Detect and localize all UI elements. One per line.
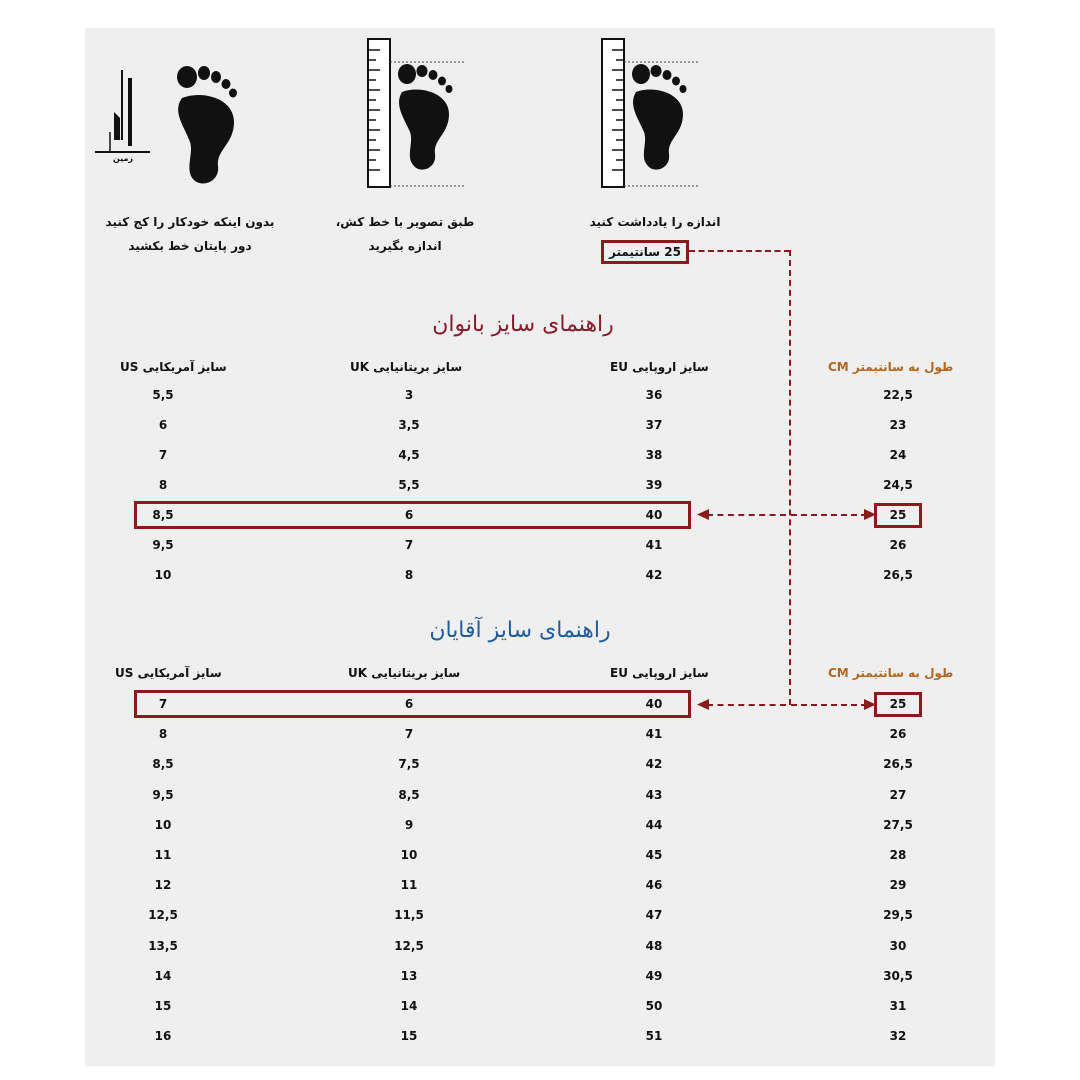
women-section-title: راهنمای سایز بانوان	[432, 312, 614, 337]
men-section-title: راهنمای سایز آقایان	[429, 618, 611, 643]
ruler-measure-illustration	[600, 38, 700, 190]
men-cell-eu: 49	[645, 968, 663, 983]
men-cell-uk: 12,5	[394, 938, 424, 953]
ruler-footprint-illustration	[366, 38, 466, 190]
men-cell-uk: 7	[404, 727, 414, 742]
step-2-line-2: اندازه بگیرید	[368, 239, 442, 253]
men-header-uk: سایز بریتانیایی UK	[348, 666, 461, 680]
women-header-eu: سایز اروپایی EU	[610, 360, 709, 374]
men-cell-uk: 11,5	[394, 908, 424, 923]
men-cell-cm: 29	[889, 878, 907, 893]
women-connector-left	[707, 514, 786, 516]
men-cell-uk: 6	[404, 697, 414, 711]
women-cell-us: 6	[158, 418, 168, 432]
men-cell-us: 15	[154, 999, 172, 1013]
women-cell-cm: 22,5	[883, 388, 913, 402]
men-cell-us: 16	[154, 1029, 172, 1044]
men-cell-eu: 47	[645, 908, 663, 923]
women-cell-eu: 42	[645, 568, 663, 582]
ground-label: زمین	[113, 154, 134, 163]
men-cell-uk: 7,5	[398, 757, 420, 772]
women-cell-cm: 26	[889, 538, 907, 552]
connector-top-horizontal	[689, 250, 790, 252]
men-cell-cm: 30,5	[883, 968, 913, 983]
men-cell-us: 8	[158, 727, 168, 742]
men-cell-eu: 48	[645, 938, 663, 953]
women-cell-eu: 36	[645, 388, 663, 402]
women-cell-us: 8	[158, 478, 168, 492]
men-header-us: سایز آمریکایی US	[115, 666, 222, 680]
step-3-line-1: اندازه را یادداشت کنید	[589, 215, 721, 229]
men-cell-uk: 11	[400, 878, 418, 893]
men-header-cm	[828, 666, 953, 680]
women-cell-uk: 7	[404, 538, 414, 552]
step-2-line-1: طبق تصویر با خط کش،	[335, 215, 475, 229]
women-cell-us: 10	[154, 568, 172, 582]
women-cell-uk: 3	[404, 388, 414, 402]
women-arrow-left	[697, 509, 709, 520]
women-cell-eu: 39	[645, 478, 663, 492]
connector-vertical	[789, 250, 791, 705]
women-connector-right	[791, 514, 867, 516]
women-cell-us: 8,5	[152, 508, 174, 522]
women-cell-us: 7	[158, 448, 168, 462]
women-cell-eu: 40	[645, 508, 663, 522]
men-arrow-right	[864, 699, 876, 710]
men-cell-us: 12	[154, 878, 172, 893]
women-cell-cm: 26,5	[883, 568, 913, 582]
men-cell-eu: 46	[645, 878, 663, 893]
women-cell-cm: 24,5	[883, 478, 913, 492]
footprint-icon	[172, 62, 240, 190]
women-cell-us: 9,5	[152, 538, 174, 552]
men-cell-us: 9,5	[152, 787, 174, 802]
men-cell-uk: 14	[400, 999, 418, 1013]
step-2-caption	[315, 210, 495, 258]
men-arrow-left	[697, 699, 709, 710]
women-cell-cm: 24	[889, 448, 907, 462]
women-cell-cm: 25	[889, 508, 907, 522]
men-cell-cm: 26	[889, 727, 907, 742]
women-cell-eu: 41	[645, 538, 663, 552]
measured-value: 25 سانتیمتر	[609, 245, 681, 259]
men-cell-cm: 32	[889, 1029, 907, 1044]
women-header-uk: سایز بریتانیایی UK	[350, 360, 463, 374]
men-cell-us: 12,5	[148, 908, 178, 923]
men-connector-left	[707, 704, 786, 706]
men-connector-right	[791, 704, 867, 706]
men-cell-us: 8,5	[152, 757, 174, 772]
men-cell-us: 10	[154, 817, 172, 832]
women-cell-uk: 8	[404, 568, 414, 582]
women-cell-eu: 38	[645, 448, 663, 462]
men-header-eu: سایز اروپایی EU	[610, 666, 709, 680]
men-cell-cm: 27	[889, 787, 907, 802]
men-header-cm-text: طول به سانتیمتر CM	[828, 666, 954, 680]
women-cell-uk: 3,5	[398, 418, 420, 432]
men-cell-us: 14	[154, 968, 172, 983]
men-cell-uk: 10	[400, 848, 418, 862]
women-cell-uk: 5,5	[398, 478, 420, 492]
men-cell-eu: 45	[645, 848, 663, 862]
men-cell-cm: 29,5	[883, 908, 913, 923]
women-header-cm	[828, 360, 953, 374]
men-cell-eu: 50	[645, 999, 663, 1013]
men-cell-uk: 15	[400, 1029, 418, 1044]
men-cell-eu: 43	[645, 787, 663, 802]
step-1-caption	[90, 210, 290, 258]
women-arrow-right	[864, 509, 876, 520]
women-cell-us: 5,5	[152, 388, 174, 402]
women-cell-uk: 6	[404, 508, 414, 522]
women-cell-uk: 4,5	[398, 448, 420, 462]
step-1-line-1: بدون اینکه خودکار را کج کنید	[105, 215, 275, 229]
step-1-line-2: دور پایتان خط بکشید	[128, 239, 252, 253]
men-cell-eu: 44	[645, 817, 663, 832]
step-3-caption	[560, 210, 750, 234]
men-cell-eu: 51	[645, 1029, 663, 1044]
men-cell-uk: 9	[404, 817, 414, 832]
men-cell-eu: 42	[645, 757, 663, 772]
men-cell-cm: 30	[889, 938, 907, 953]
men-cell-eu: 41	[645, 727, 663, 742]
men-cell-us: 7	[158, 697, 168, 711]
men-cell-cm: 31	[889, 999, 907, 1013]
men-cell-us: 13,5	[148, 938, 178, 953]
women-cell-cm: 23	[889, 418, 907, 432]
men-cell-cm: 27,5	[883, 817, 913, 832]
men-cell-cm: 26,5	[883, 757, 913, 772]
men-cell-cm: 25	[889, 697, 907, 711]
men-cell-eu: 40	[645, 697, 663, 711]
women-header-cm-text: طول به سانتیمتر CM	[828, 360, 954, 374]
men-cell-us: 11	[154, 848, 172, 862]
men-cell-uk: 13	[400, 968, 418, 983]
women-header-us: سایز آمریکایی US	[120, 360, 227, 374]
women-cell-eu: 37	[645, 418, 663, 432]
men-cell-uk: 8,5	[398, 787, 420, 802]
men-cell-cm: 28	[889, 848, 907, 862]
